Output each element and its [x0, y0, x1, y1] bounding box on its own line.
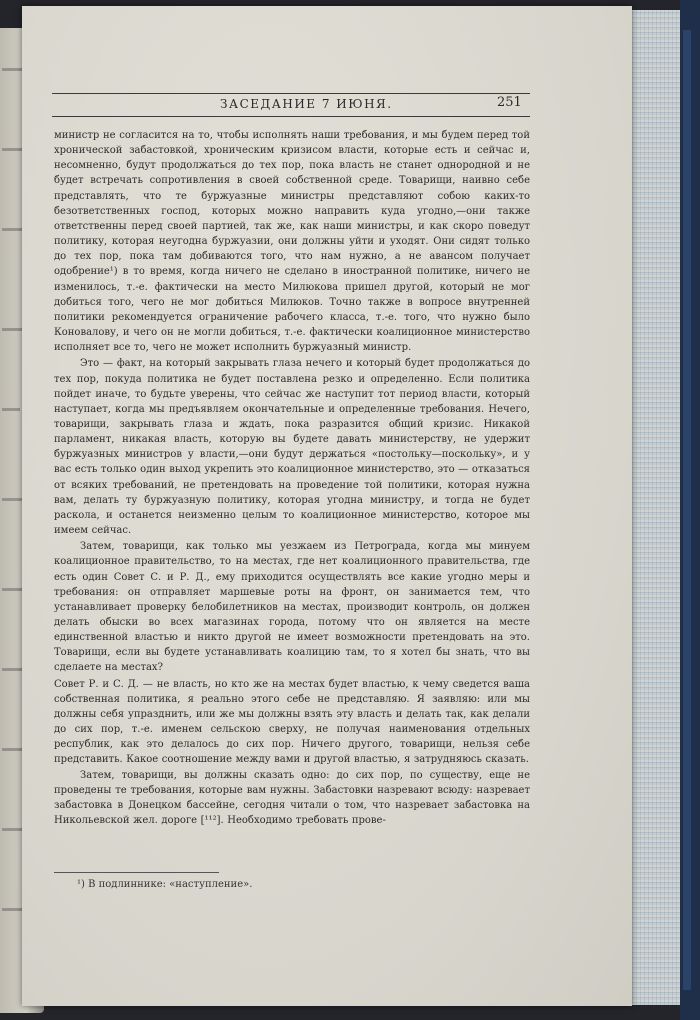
footnote-rule	[54, 872, 219, 873]
paragraph: Совет Р. и С. Д. — не власть, но кто же на местах будет властью, к чему сведется ваша собственная политика, я реально этого себе не представляю. Я заявляю: или мы должны себя упразднить, или же мы должны взять эту власть и делать так, как делали до сих пор, т.-е. именем сельскою сверху, не получая наименования отдельных республик, как это делалось до сих пор. Ничего другого, товарищи, нельзя себе представить. Какое соотношение между вами и другой властью, я затрудняюсь сказать.	[54, 678, 530, 766]
paragraph: Затем, товарищи, как только мы уезжаем из Петрограда, когда мы минуем коалиционное правительство, то на местах, где нет коалиционного правительства, где есть один Совет С. и Р. Д., ему приходится осуществлять все какие угодно меры и требования: он отправляет маршевые роты на фронт, он занимается тем, что устанавливает проверку белобилетников на местах, производит контроль, он должен делать обыски во всех магазинах города, потому что он является на месте единственной властью и никто другой не имеет возможности претендовать на это. Товарищи, если вы будете устанавливать коалицию там, то я хотел бы знать, что вы сделаете на местах?	[54, 541, 530, 674]
running-head: ЗАСЕДАНИЕ 7 ИЮНЯ.	[220, 97, 393, 111]
paragraph: Это — факт, на который закрывать глаза нечего и который будет продолжаться до тех пор, покуда политика не будет поставлена резко и определенно. Если политика пойдет иначе, то будьте уверены, что сейчас же наступит тот период власти, который наступает, когда мы предъявляем окончательные и определенные требования. Нечего, товарищи, закрывать глаза и ждать, пока разразится общий кризис. Никакой парламент, никакая власть, которую вы будете давать министерству, не удержит буржуазных министров у власти,—они будут держаться «постольку—поскольку», и у вас есть только один выход укрепить это коалиционное министерство, это — отказаться от всяких требований, не претендовать на проведение той политики, которая нужна вам, делать ту буржуазную политику, которая угодна министру, и тогда не будет раскола, и останется неизменно целым то коалиционное министерство, которое мы имеем сейчас.	[54, 358, 530, 537]
footnote: ¹) В подлиннике: «наступление».	[77, 879, 253, 890]
book-cover-highlight	[683, 30, 691, 990]
book-page	[22, 6, 632, 1006]
paragraph: министр не согласится на то, чтобы исполнять наши требования, и мы будем перед той хронической забастовкой, хроническим кризисом власти, которые есть и сейчас и, несомненно, будут продолжаться до тех пор, пока власть не станет однородной и не будет встречать сопротивления в своей собственной среде. Товарищи, наивно себе представлять, что те буржуазные министры представляют собою каких-то безответственных господ, которых можно направить куда угодно,—они также ответственны перед своей партией, так же, как наши министры, и как скоро поведут политику, которая неугодна буржуазии, они должны уйти и уходят. Они сидят только до тех пор, пока там добиваются того, что нам нужно, а не авансом получает одобрение¹) в то время, когда ничего не сделано в иностранной политике, ничего не изменилось, т.-е. фактически на место Милюкова пришел другой, который не мог добиться того, чего не мог добиться Милюков. Точно также в вопросе внутренней политики рекомендуется ограничение рабочего класса, т.-е. того, что нужно было Коновалову, и чего он не могли добиться, т.-е. фактически коалиционное министерство исполняет все то, чего не может исполнить буржуазный министр.	[54, 130, 530, 354]
page-block-edge	[628, 10, 680, 1005]
page-body	[54, 128, 530, 828]
page-number: 251	[497, 95, 522, 110]
header-top-rule	[52, 93, 530, 94]
header-bottom-rule	[52, 116, 530, 117]
paragraph: Затем, товарищи, вы должны сказать одно: до сих пор, по существу, еще не проведены те требования, которые вам нужны. Забастовки назревают всюду: назревает забастовка в Донецком бассейне, сегодня читали о том, что назревает забастовка на Никольевской жел. дороге [¹¹²]. Необходимо требовать прове-	[54, 769, 530, 827]
